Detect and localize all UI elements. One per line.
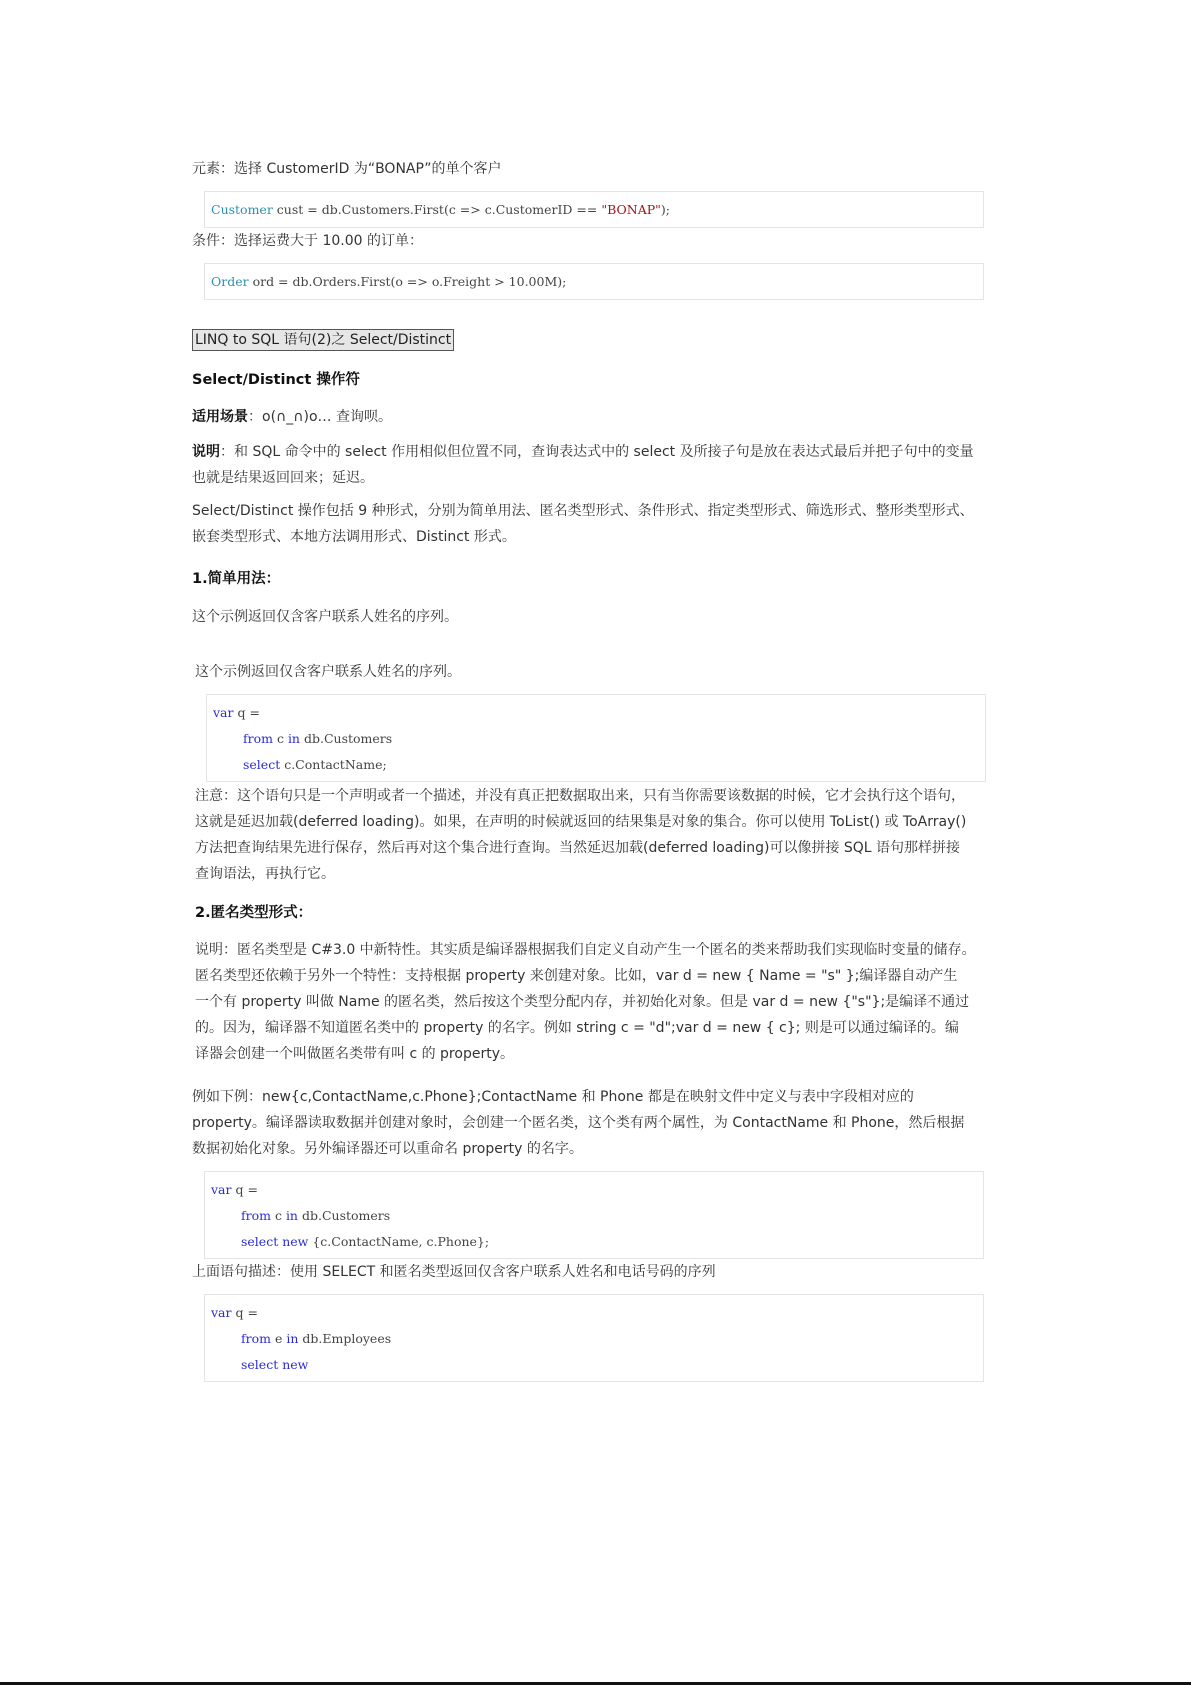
code-block-first-customer bbox=[204, 191, 984, 228]
code-block-first-order bbox=[204, 263, 984, 300]
code-line: from c in db.Customers bbox=[241, 1208, 391, 1223]
condition-label: 条件：选择运费大于 10.00 的订单： bbox=[192, 233, 423, 249]
simple-usage-text: 这个示例返回仅含客户联系人姓名的序列。 bbox=[192, 609, 458, 625]
after-code-text: 上面语句描述：使用 SELECT 和匿名类型返回仅含客户联系人姓名和电话号码的序列 bbox=[192, 1264, 716, 1280]
anonymous-type-heading: 2.匿名类型形式： bbox=[195, 905, 313, 921]
element-label: 元素：选择 CustomerID 为“BONAP”的单个客户 bbox=[192, 161, 502, 177]
section-heading: Select/Distinct 操作符 bbox=[192, 372, 360, 388]
article-title: LINQ to SQL 语句(2)之 Select/Distinct bbox=[192, 329, 454, 351]
code-line: from c in db.Customers bbox=[243, 731, 393, 746]
description-paragraph: 说明：和 SQL 命令中的 select 作用相似但位置不同，查询表达式中的 select 及所接子句是放在表达式最后并把子句中的变量 也就是结果返回回来；延迟。 bbox=[192, 444, 974, 486]
code-block-simple-select bbox=[206, 694, 986, 782]
code-block-employees-select bbox=[204, 1294, 984, 1382]
code-line: var q = bbox=[213, 705, 260, 720]
simple-usage-heading: 1.简单用法： bbox=[192, 571, 281, 587]
code-line: Customer cust = db.Customers.First(c => c.CustomerID == "BONAP"); bbox=[211, 202, 670, 217]
code-line: select new bbox=[241, 1357, 309, 1372]
forms-paragraph: Select/Distinct 操作包括 9 种形式，分别为简单用法、匿名类型形式、条件形式、指定类型形式、筛选形式、整形类型形式、 嵌套类型形式、本地方法调用形式、Distinct 形式。 bbox=[192, 503, 974, 545]
code-line: var q = bbox=[211, 1305, 258, 1320]
simple-usage-text-repeat: 这个示例返回仅含客户联系人姓名的序列。 bbox=[195, 664, 461, 680]
code-block-anonymous-select bbox=[204, 1171, 984, 1259]
usage-line: 适用场景：o(∩_∩)o… 查询呗。 bbox=[192, 409, 392, 425]
anonymous-type-paragraph: 说明：匿名类型是 C#3.0 中新特性。其实质是编译器根据我们自定义自动产生一个匿名的类来帮助我们实现临时变量的储存。 匿名类型还依赖于另外一个特性：支持根据 property 来创建对象。比如，var d = new { Name = "s" };编译器自动产生 一个有 property 叫做 Name 的匿名类，然后按这个类型分配内存，并初始化对象。但是 var d = new {"s"};是编译不通过 的。因为，编译器不知道匿名类中的 property 的名字。例如 string c = "d";var d = new { c}; 则是可以通过编译的。编 译器会创建一个叫做匿名类带有叫 c 的 property。 bbox=[195, 942, 976, 1062]
code-line: from e in db.Employees bbox=[241, 1331, 392, 1346]
code-line: var q = bbox=[211, 1182, 258, 1197]
note-paragraph: 注意：这个语句只是一个声明或者一个描述，并没有真正把数据取出来，只有当你需要该数据的时候，它才会执行这个语句， 这就是延迟加载(deferred loading)。如果，在声明的时候就返回的结果集是对象的集合。你可以使用 ToList() 或 ToArray() 方法把查询结果先进行保存，然后再对这个集合进行查询。当然延迟加载(deferred loading)可以像拼接 SQL 语句那样拼接 查询语法，再执行它。 bbox=[195, 788, 967, 882]
code-line: Order ord = db.Orders.First(o => o.Freight > 10.00M); bbox=[211, 274, 567, 289]
code-line: select c.ContactName; bbox=[243, 757, 387, 772]
code-line: select new {c.ContactName, c.Phone}; bbox=[241, 1234, 490, 1249]
example-paragraph: 例如下例：new{c,ContactName,c.Phone};ContactName 和 Phone 都是在映射文件中定义与表中字段相对应的 property。编译器读取数据并创建对象时，会创建一个匿名类，这个类有两个属性，为 ContactName 和 Phone，然后根据 数据初始化对象。另外编译器还可以重命名 property 的名字。 bbox=[192, 1089, 965, 1157]
